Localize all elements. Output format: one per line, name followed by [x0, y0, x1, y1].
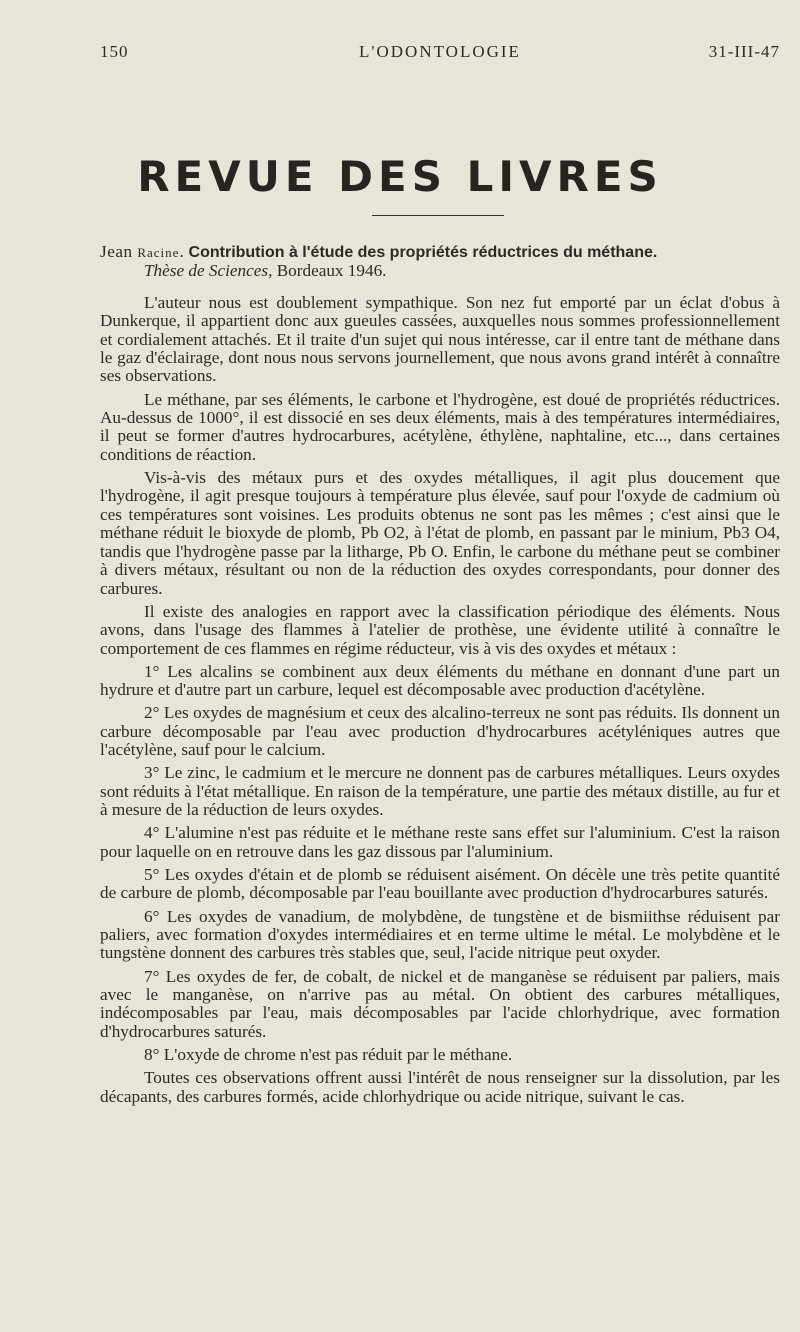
section-title: REVUE DES LIVRES	[137, 152, 663, 201]
running-header	[100, 42, 780, 66]
list-item-3: 3° Le zinc, le cadmium et le mercure ne donnent pas de carbures métalliques. Leurs oxydes sont réduits à l'état métallique. En raison de la température, une partie des métaux distille, au fur et à mesure de la réduction de leurs oxydes.	[100, 763, 780, 820]
list-item-4: 4° L'alumine n'est pas réduite et le méthane reste sans effet sur l'aluminium. C'est la raison pour laquelle on en retrouve dans les gaz dissous par l'aluminium.	[100, 823, 780, 861]
journal-title: L'ODONTOLOGIE	[359, 42, 521, 61]
paragraph-conclusion: Toutes ces observations offrent aussi l'intérêt de nous renseigner sur la dissolution, par les décapants, des carbures formés, acide chlorhydrique ou acide nitrique, suivant le cas.	[100, 1068, 780, 1106]
citation-author: Jean Racine.	[100, 242, 185, 261]
list-item-5: 5° Les oxydes d'étain et de plomb se réduisent aisément. On décèle une très petite quantité de carbure de plomb, décomposable par l'eau bouillante avec production d'hydrocarbures saturés.	[100, 864, 780, 903]
paragraph-metals: Vis-à-vis des métaux purs et des oxydes métalliques, il agit plus doucement que l'hydrogène, il agit presque toujours à température plus élevée, sauf pour l'oxyde de cadmium où ces températures sont voisines. Les produits obtenus ne sont pas les mêmes ; c'est ainsi que le méthane réduit le bioxyde de plomb, Pb O2, à l'état de plomb, en passant par le minium, Pb3 O4, tandis que l'hydrogène passe par la litharge, Pb O. Enfin, le carbone du méthane peut se combiner à divers métaux, résultant ou non de la réduction des oxydes correspondants, pour donner des carbures.	[100, 468, 780, 598]
paragraph-intro: L'auteur nous est doublement sympathique. Son nez fut emporté par un éclat d'obus à Dunkerque, il appartient donc aux gueules cassées, auxquelles nous sommes professionnellement et cordialement attachés. Et il traite d'un sujet qui nous intéresse, car il entre tant de méthane dans le gaz d'éclairage, dont nous nous servons journellement, que nous avons grand intérêt à connaître ses observations.	[100, 292, 780, 386]
list-item-2: 2° Les oxydes de magnésium et ceux des alcalino-terreux ne sont pas réduits. Ils donnent un carbure décomposable par l'eau avec production d'hydrocarbures acétyléniques autres que l'acétylène, sauf pour le calcium.	[100, 703, 780, 760]
book-citation	[100, 243, 780, 281]
paragraph-methane: Le méthane, par ses éléments, le carbone et l'hydrogène, est doué de propriétés réductrices. Au-dessus de 1000°, il est dissocié en ses deux éléments, mais à des températures intermédiaires, il peut se former d'autres hydrocarbures, acétylène, éthylène, naphtaline, etc..., dans certaines conditions de réaction.	[100, 389, 780, 464]
issue-date: 31-III-47	[708, 42, 780, 61]
list-item-7: 7° Les oxydes de fer, de cobalt, de nickel et de manganèse se réduisent par paliers, mais avec le manganèse, on n'arrive pas au métal. On obtient des carbures métalliques, indécomposables par l'eau, mais décomposables par l'acide chlorhydrique, avec formation d'hydrocarbures saturés.	[100, 966, 780, 1041]
citation-source	[100, 262, 780, 280]
thesis-label: Thèse de Sciences,	[144, 261, 273, 281]
list-item-1: 1° Les alcalins se combinent aux deux éléments du méthane en donnant d'une part un hydrure et d'autre part un carbure, lequel est décomposable avec production d'acétylène.	[100, 661, 780, 700]
list-item-8: 8° L'oxyde de chrome n'est pas réduit par le méthane.	[144, 1045, 513, 1065]
place-year: Bordeaux 1946.	[272, 261, 387, 281]
author-surname: Racine	[137, 245, 180, 260]
page-number: 150	[100, 42, 129, 61]
review-body	[100, 243, 780, 1111]
title-divider	[372, 215, 504, 216]
list-item-6: 6° Les oxydes de vanadium, de molybdène, de tungstène et de bismiithse réduisent par paliers, avec formation d'oxydes intermédiaires et en terme ultime le métal. Le molybdène et le tungstène donnent des carbures très stables que, seul, l'acide nitrique peut oxyder.	[100, 906, 780, 963]
paragraph-analogies: Il existe des analogies en rapport avec la classification périodique des éléments. Nous avons, dans l'usage des flammes à l'atelier de prothèse, une évidente utilité à connaître le comportement de ces flammes en régime réducteur, vis à vis des oxydes et métaux :	[100, 601, 780, 658]
citation-title: Contribution à l'étude des propriétés réductrices du méthane.	[188, 244, 658, 261]
